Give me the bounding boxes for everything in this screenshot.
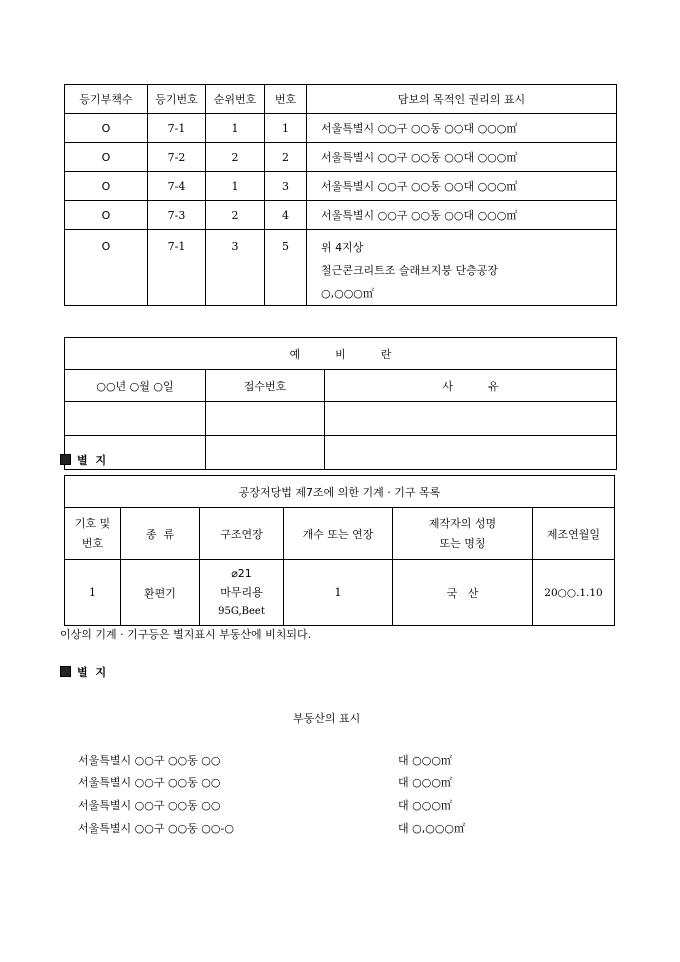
header-date: ○○년 ○월 ○일 xyxy=(65,370,206,402)
cell-code: 1 xyxy=(65,560,121,626)
property-area: 대 ○,○○○㎡ xyxy=(398,822,466,835)
header-receipt-no: 접수번호 xyxy=(206,370,325,402)
table-row xyxy=(65,114,617,143)
cell-date: 20○○.1.10 xyxy=(533,560,615,626)
cell-desc: 서울특별시 ○○구 ○○동 ○○대 ○○○㎡ xyxy=(307,201,617,230)
property-area: 대 ○○○㎡ xyxy=(398,776,452,789)
cell-no: 2 xyxy=(265,143,307,172)
cell-desc-multiline xyxy=(307,230,617,306)
square-bullet-icon xyxy=(60,454,71,465)
machine-footnote: 이상의 기계 · 기구등은 별지표시 부동산에 비치되다. xyxy=(60,628,312,641)
cell-rank: 2 xyxy=(206,143,265,172)
cell-type: 환편기 xyxy=(121,560,200,626)
cell-reg-no: 7-4 xyxy=(148,172,206,201)
remarks-header-row xyxy=(65,370,617,402)
header-reg-no: 등기번호 xyxy=(148,85,206,114)
cell-rank: 1 xyxy=(206,114,265,143)
cell-rank: 1 xyxy=(206,172,265,201)
cell-structure xyxy=(200,560,284,626)
cell-no: 1 xyxy=(265,114,307,143)
cell-book: O xyxy=(65,230,148,306)
table-row xyxy=(65,560,615,626)
cell-book: O xyxy=(65,201,148,230)
cell-reg-no: 7-3 xyxy=(148,201,206,230)
cell-rank: 2 xyxy=(206,201,265,230)
annex2-label: 별 지 xyxy=(60,664,108,680)
machine-table-title: 공장저당법 제7조에 의한 기계 · 기구 목록 xyxy=(65,476,615,508)
registry-table xyxy=(64,84,617,306)
desc-line-3: ○,○○○㎡ xyxy=(321,287,374,300)
registry-header-row xyxy=(65,85,617,114)
cell-count: 1 xyxy=(284,560,393,626)
table-row xyxy=(65,402,617,436)
property-address: 서울특별시 ○○구 ○○동 ○○ xyxy=(78,776,221,789)
cell-no: 4 xyxy=(265,201,307,230)
cell-reg-no: 7-1 xyxy=(148,114,206,143)
square-bullet-icon xyxy=(60,666,71,677)
table-row xyxy=(65,230,617,306)
cell-book: O xyxy=(65,114,148,143)
cell-maker: 국 산 xyxy=(393,560,533,626)
table-row xyxy=(65,201,617,230)
cell-no: 3 xyxy=(265,172,307,201)
structure-line-2: 마무리용 xyxy=(220,586,263,599)
machine-header-row xyxy=(65,508,615,560)
property-title: 부동산의 표시 xyxy=(293,712,361,725)
property-address: 서울특별시 ○○구 ○○동 ○○-○ xyxy=(78,822,235,835)
remarks-table xyxy=(64,337,617,470)
property-area: 대 ○○○㎡ xyxy=(398,754,452,767)
header-desc: 담보의 목적인 권리의 표시 xyxy=(307,85,617,114)
cell-reg-no: 7-2 xyxy=(148,143,206,172)
cell-book: O xyxy=(65,143,148,172)
header-type: 종 류 xyxy=(121,508,200,560)
desc-line-1: 위 4지상 xyxy=(321,241,364,254)
table-row xyxy=(65,172,617,201)
header-structure: 구조연장 xyxy=(200,508,284,560)
annex1-label: 별 지 xyxy=(60,452,108,468)
cell-rank: 3 xyxy=(206,230,265,306)
property-address: 서울특별시 ○○구 ○○동 ○○ xyxy=(78,799,221,812)
table-row xyxy=(65,436,617,470)
header-no: 번호 xyxy=(265,85,307,114)
header-count: 개수 또는 연장 xyxy=(284,508,393,560)
desc-line-2: 철근콘크리트조 슬래브지붕 단층공장 xyxy=(321,264,499,277)
header-rank: 순위번호 xyxy=(206,85,265,114)
header-maker: 제작자의 성명 또는 명칭 xyxy=(393,508,533,560)
cell-desc: 서울특별시 ○○구 ○○동 ○○대 ○○○㎡ xyxy=(307,114,617,143)
structure-line-3: 95G,Beet xyxy=(218,606,265,617)
table-row xyxy=(65,143,617,172)
header-code: 기호 및 번호 xyxy=(65,508,121,560)
cell-book: O xyxy=(65,172,148,201)
remarks-title: 예 비 란 xyxy=(65,338,617,370)
header-reason: 사 유 xyxy=(325,370,617,402)
header-date: 제조연월일 xyxy=(533,508,615,560)
cell-reg-no: 7-1 xyxy=(148,230,206,306)
structure-line-1: ⌀21 xyxy=(231,567,252,580)
machine-list-table xyxy=(64,475,615,626)
header-book: 등기부책수 xyxy=(65,85,148,114)
cell-no: 5 xyxy=(265,230,307,306)
property-area: 대 ○○○㎡ xyxy=(398,799,452,812)
property-address: 서울특별시 ○○구 ○○동 ○○ xyxy=(78,754,221,767)
cell-desc: 서울특별시 ○○구 ○○동 ○○대 ○○○㎡ xyxy=(307,143,617,172)
cell-desc: 서울특별시 ○○구 ○○동 ○○대 ○○○㎡ xyxy=(307,172,617,201)
